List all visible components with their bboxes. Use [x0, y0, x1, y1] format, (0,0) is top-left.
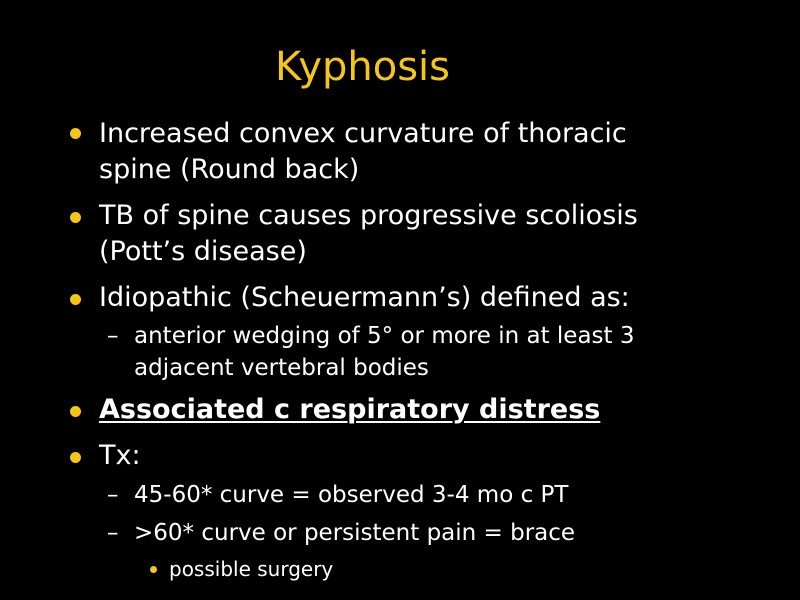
bullet-4-line-1: Associated c respiratory distress — [99, 394, 601, 425]
bullet-dot-icon — [70, 452, 81, 463]
dash-icon: – — [107, 482, 119, 508]
slide-title: Kyphosis — [275, 44, 450, 90]
bullet-1-line-2: spine (Round back) — [99, 154, 360, 185]
bullet-1-line-1: Increased convex curvature of thoracic — [99, 118, 627, 149]
bullet-3-line-1: Idiopathic (Scheuermann’s) defined as: — [99, 282, 630, 313]
bullet-dot-icon — [70, 212, 81, 223]
sub-sub-bullet-1-line-1: possible surgery — [169, 557, 334, 581]
dash-icon: – — [107, 323, 119, 349]
sub-bullet-2-line-1: 45-60* curve = observed 3-4 mo c PT — [134, 482, 569, 508]
sub-bullet-1-line-1: anterior wedging of 5° or more in at least 3 — [134, 323, 635, 349]
bullet-2-line-1: TB of spine causes progressive scoliosis — [99, 200, 638, 231]
small-bullet-dot-icon — [150, 566, 157, 573]
bullet-dot-icon — [70, 128, 81, 139]
sub-bullet-1-line-2: adjacent vertebral bodies — [134, 355, 429, 381]
dash-icon: – — [107, 520, 119, 546]
sub-bullet-3-line-1: >60* curve or persistent pain = brace — [134, 520, 576, 546]
bullet-dot-icon — [70, 294, 81, 305]
bullet-5-line-1: Tx: — [99, 440, 141, 471]
bullet-dot-icon — [70, 406, 81, 417]
bullet-2-line-2: (Pott’s disease) — [99, 236, 307, 267]
